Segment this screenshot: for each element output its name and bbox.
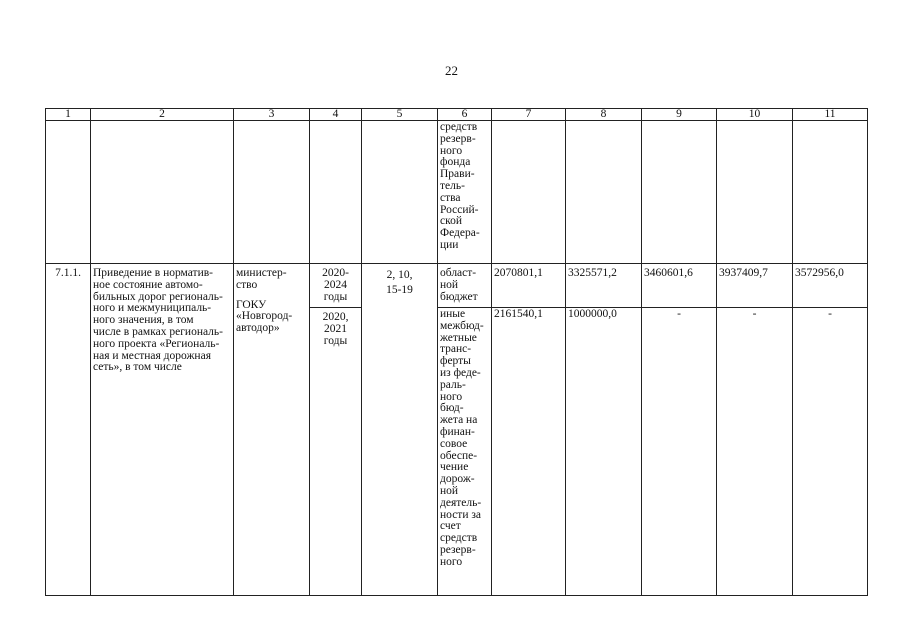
text-line: Федера- — [440, 227, 480, 240]
item-period — [310, 264, 362, 308]
text-line: тель- — [440, 179, 465, 192]
executor-goku — [236, 300, 307, 335]
text-line: резерв- — [440, 543, 476, 556]
text-line: ГОКУ — [236, 298, 267, 311]
cell-value — [566, 121, 642, 264]
column-number: 2 — [91, 109, 234, 121]
text-line: 2024 — [324, 278, 347, 291]
text-line: 2021 — [324, 322, 347, 335]
cell-code — [46, 121, 91, 264]
text-line: бильных дорог региональ- — [93, 290, 223, 303]
value-cell: - — [717, 308, 793, 596]
text-line: област- — [440, 267, 477, 279]
item-code: 7.1.1. — [46, 264, 91, 596]
value-cell: 2161540,1 — [492, 308, 566, 596]
cell-funding-source — [438, 121, 492, 264]
item-period — [310, 308, 362, 596]
text-line: раль- — [440, 378, 466, 391]
cell-name — [91, 121, 234, 264]
value-cell: - — [642, 308, 717, 596]
item-targets — [362, 264, 438, 596]
text-line: средств — [440, 532, 478, 545]
text-line: ции — [440, 238, 459, 251]
text-line: 2020, — [322, 311, 349, 323]
cell-targets — [362, 121, 438, 264]
column-number: 7 — [492, 109, 566, 121]
funding-source — [438, 264, 492, 308]
column-number: 11 — [793, 109, 868, 121]
text-line: ного значения, в том — [93, 314, 194, 327]
column-number: 10 — [717, 109, 793, 121]
text-line: фонда — [440, 156, 471, 169]
text-line: автодор» — [236, 322, 280, 335]
funding-source — [438, 308, 492, 596]
item-executor — [234, 264, 310, 596]
column-number: 9 — [642, 109, 717, 121]
column-number: 5 — [362, 109, 438, 121]
text-line: числе в рамках региональ- — [93, 325, 223, 338]
executor-ministry — [236, 268, 307, 292]
text-line: ного — [440, 390, 463, 403]
text-line: ности за — [440, 508, 481, 521]
value-cell: 2070801,1 — [492, 264, 566, 308]
cell-value — [793, 121, 868, 264]
text-line: деятель- — [440, 496, 482, 509]
text-line: ной — [440, 484, 459, 497]
text-line: ства — [440, 191, 461, 204]
text-line: 2020- — [322, 267, 349, 279]
text-line: Россий- — [440, 203, 479, 216]
column-number: 1 — [46, 109, 91, 121]
text-line: годы — [323, 334, 348, 347]
text-line: 15-19 — [386, 284, 413, 296]
text-line: годы — [323, 290, 348, 303]
text-line: ная и местная дорожная — [93, 349, 211, 362]
text-line: бюджет — [440, 290, 478, 303]
text-line: финан- — [440, 425, 475, 438]
value-cell: - — [793, 308, 868, 596]
text-line: сеть», в том числе — [93, 361, 182, 374]
text-line: резерв- — [440, 132, 476, 145]
text-line: обеспе- — [440, 449, 478, 462]
text-line: ской — [440, 215, 463, 228]
text-line: ферты — [440, 355, 471, 368]
text-line: ного проекта «Региональ- — [93, 337, 220, 350]
text-line: Приведение в норматив- — [93, 267, 213, 279]
text-line: министер- — [236, 267, 287, 279]
column-number: 3 — [234, 109, 310, 121]
column-number: 8 — [566, 109, 642, 121]
text-line: ного и межмуниципаль- — [93, 302, 212, 315]
column-number: 4 — [310, 109, 362, 121]
value-cell: 3572956,0 — [793, 264, 868, 308]
cell-value — [642, 121, 717, 264]
budget-table-wrapper — [45, 108, 868, 596]
text-line: межбюд- — [440, 319, 484, 332]
text-line: жета на — [440, 414, 478, 427]
text-line: совое — [440, 437, 468, 450]
row-7-1-1-regional-budget — [46, 264, 868, 308]
value-cell: 3460601,6 — [642, 264, 717, 308]
text-line: бюд- — [440, 402, 464, 415]
cell-value — [717, 121, 793, 264]
page-number: 22 — [445, 63, 458, 78]
text-line: средств — [440, 121, 478, 133]
cell-executor — [234, 121, 310, 264]
text-line: дорож- — [440, 473, 475, 486]
text-line: из феде- — [440, 366, 481, 379]
text-line: ного — [440, 144, 463, 157]
text-line: чение — [440, 461, 469, 474]
text-line: ной — [440, 278, 459, 291]
value-cell: 1000000,0 — [566, 308, 642, 596]
text-line: ное состояние автомо- — [93, 278, 203, 291]
text-line: иные — [440, 308, 466, 320]
continued-row — [46, 121, 868, 264]
column-number-row — [46, 109, 868, 121]
value-cell: 3325571,2 — [566, 264, 642, 308]
text-line: транс- — [440, 343, 472, 356]
text-line: ство — [236, 278, 258, 291]
value-cell: 3937409,7 — [717, 264, 793, 308]
text-line: Прави- — [440, 168, 475, 181]
text-line: жетные — [440, 331, 477, 344]
text-line: «Новгород- — [236, 310, 293, 323]
cell-period — [310, 121, 362, 264]
budget-table — [45, 108, 868, 596]
cell-value — [492, 121, 566, 264]
column-number: 6 — [438, 109, 492, 121]
text-line: ного — [440, 555, 463, 568]
text-line: 2, 10, — [386, 269, 413, 281]
item-name — [91, 264, 234, 596]
text-line: счет — [440, 520, 461, 533]
